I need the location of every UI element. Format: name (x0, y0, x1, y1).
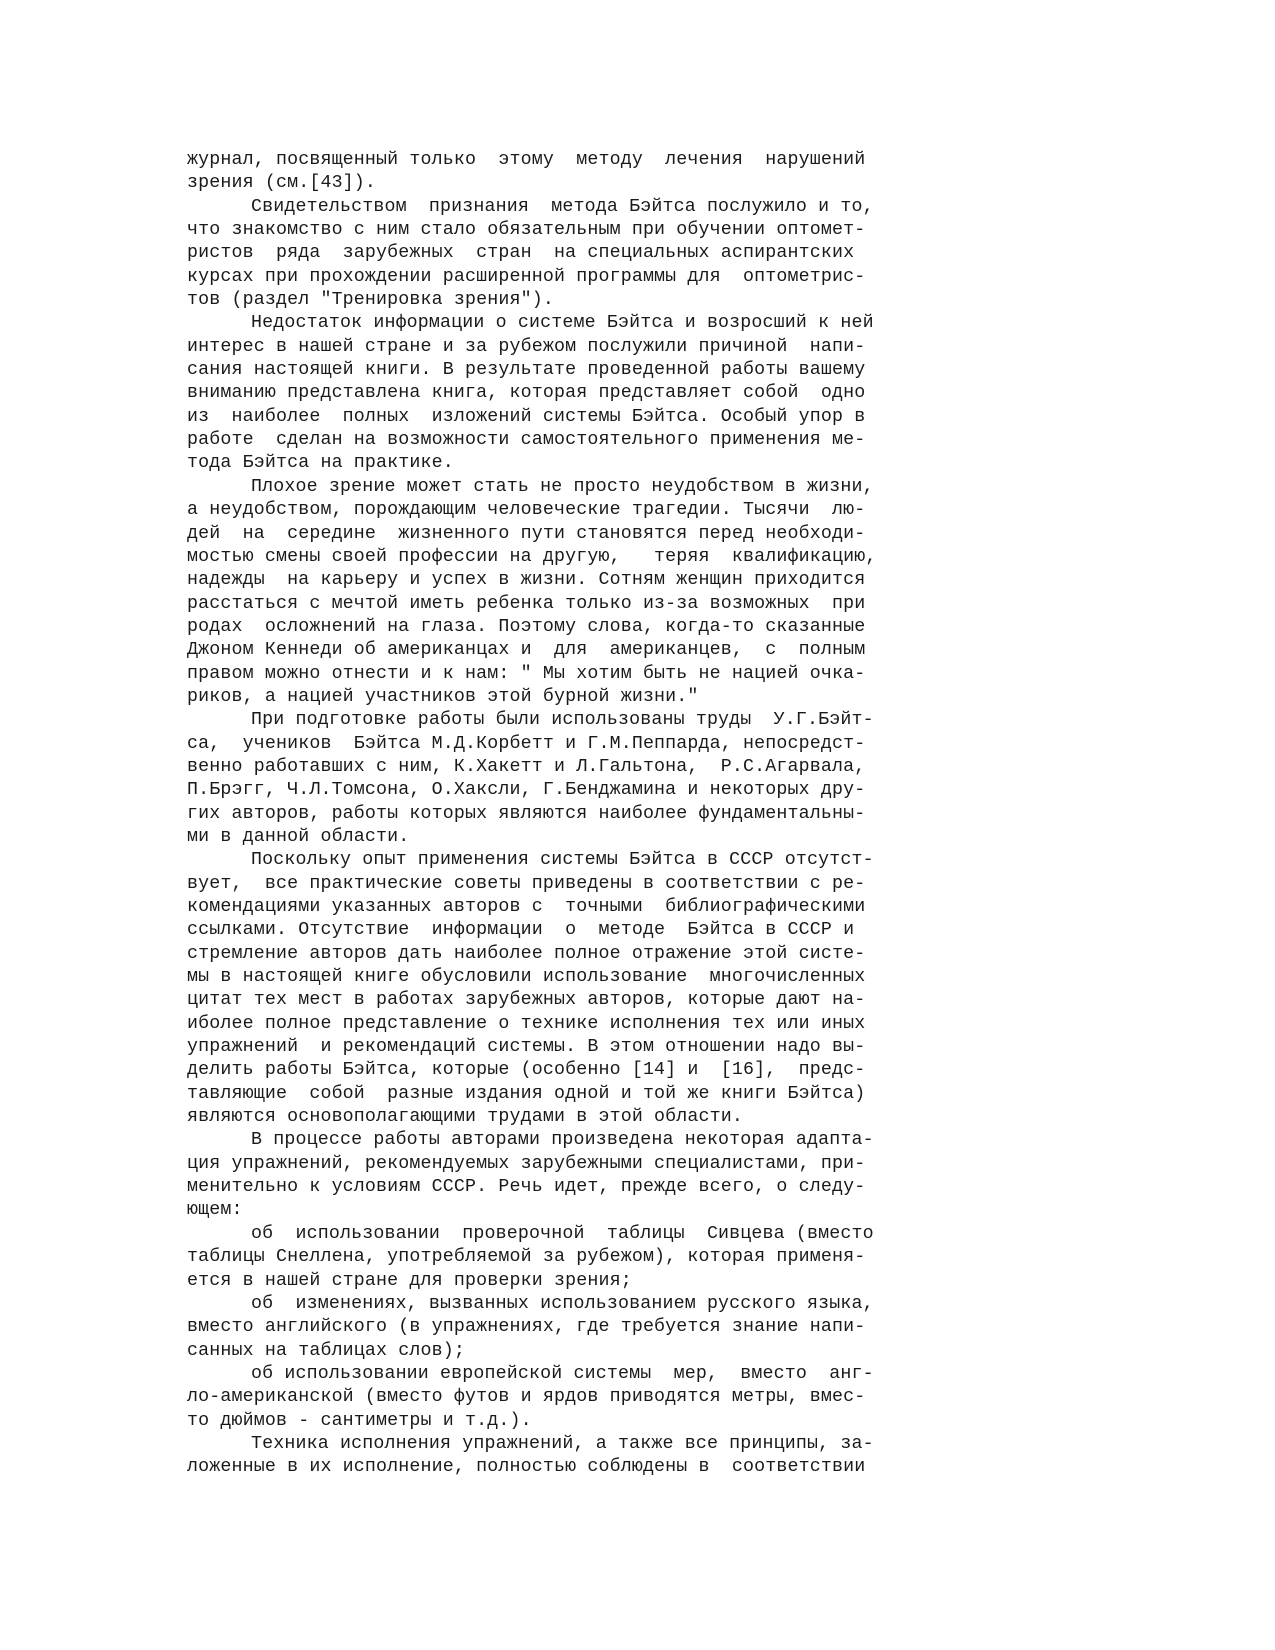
paragraph-first-line: Свидетельством признания метода Бэйтса послужило и то, (251, 196, 874, 217)
text-line: таблицы Снеллена, употребляемой за рубежом), которая применя- (187, 1247, 866, 1268)
text-line: вует, все практические советы приведены в соответствии с ре- (187, 873, 866, 894)
text-line: упражнений и рекомендаций системы. В этом отношении надо вы- (187, 1037, 866, 1058)
text-line: ристов ряда зарубежных стран на специальных аспирантских (187, 243, 855, 264)
text-line: делить работы Бэйтса, которые (особенно [14] и [16], предс- (187, 1060, 866, 1081)
paragraph-first-line: Поскольку опыт применения системы Бэйтса в СССР отсутст- (251, 850, 874, 871)
text-line: мостью смены своей профессии на другую, теряя квалификацию, (187, 546, 877, 567)
paragraph-first-line: При подготовке работы были использованы труды У.Г.Бэйт- (251, 710, 874, 731)
text-line: интерес в нашей стране и за рубежом послужили причиной напи- (187, 336, 866, 357)
paragraph-first-line: об использовании проверочной таблицы Сивцева (вместо (251, 1223, 874, 1244)
text-line: ссылками. Отсутствие информации о методе Бэйтса в СССР и (187, 920, 855, 941)
text-line: зрения (см.[43]). (187, 173, 377, 194)
text-line: ющем: (187, 1200, 243, 1221)
text-line: надежды на карьеру и успех в жизни. Сотням женщин приходится (187, 570, 866, 591)
text-line: тов (раздел "Тренировка зрения"). (187, 290, 554, 311)
text-line: ми в данной области. (187, 826, 410, 847)
text-line: являются основополагающими трудами в этой области. (187, 1107, 744, 1128)
text-line: П.Брэгг, Ч.Л.Томсона, О.Хаксли, Г.Бенджамина и некоторых дру- (187, 780, 866, 801)
text-line: ло-американской (вместо футов и ярдов приводятся метры, вмес- (187, 1387, 866, 1408)
text-line: а неудобством, порождающим человеческие трагедии. Тысячи лю- (187, 500, 866, 521)
text-line: ется в нашей стране для проверки зрения; (187, 1270, 632, 1291)
text-line: Джоном Кеннеди об американцах и для американцев, с полным (187, 640, 866, 661)
paragraph-first-line: об использовании европейской системы мер, вместо анг- (251, 1363, 874, 1384)
text-line: стремление авторов дать наиболее полное отражение этой систе- (187, 943, 866, 964)
text-line: менительно к условиям СССР. Речь идет, прежде всего, о следу- (187, 1177, 866, 1198)
paragraph-first-line: В процессе работы авторами произведена некоторая адапта- (251, 1130, 874, 1151)
text-line: журнал, посвященный только этому методу лечения нарушений (187, 150, 866, 170)
text-line: вместо английского (в упражнениях, где требуется знание напи- (187, 1317, 866, 1338)
text-line: риков, а нацией участников этой бурной жизни." (187, 686, 699, 707)
text-line: мы в настоящей книге обусловили использование многочисленных (187, 967, 866, 988)
text-line: тавляющие собой разные издания одной и той же книги Бэйтса) (187, 1083, 866, 1104)
paragraph-first-line: Недостаток информации о системе Бэйтса и возросший к ней (251, 313, 874, 334)
document-page (187, 149, 947, 1480)
paragraph-first-line: Плохое зрение может стать не просто неудобством в жизни, (251, 476, 874, 497)
text-line: иболее полное представление о технике исполнения тех или иных (187, 1013, 866, 1034)
text-line: тода Бэйтса на практике. (187, 453, 454, 474)
text-line: из наиболее полных изложений системы Бэйтса. Особый упор в (187, 406, 866, 427)
text-line: курсах при прохождении расширенной программы для оптометрис- (187, 266, 866, 287)
text-line: сания настоящей книги. В результате проведенной работы вашему (187, 360, 866, 381)
text-line: родах осложнений на глаза. Поэтому слова, когда-то сказанные (187, 616, 866, 637)
text-line: расстаться с мечтой иметь ребенка только из-за возможных при (187, 593, 866, 614)
text-line: работе сделан на возможности самостоятельного применения ме- (187, 430, 866, 451)
text-line: са, учеников Бэйтса М.Д.Корбетт и Г.М.Пеппарда, непосредст- (187, 733, 866, 754)
paragraph-first-line: об изменениях, вызванных использованием русского языка, (251, 1293, 874, 1314)
text-line: санных на таблицах слов); (187, 1340, 466, 1361)
text-line: венно работавших с ним, К.Хакетт и Л.Гальтона, Р.С.Агарвала, (187, 756, 866, 777)
text-line: правом можно отнести и к нам: " Мы хотим быть не нацией очка- (187, 663, 866, 684)
text-line: что знакомство с ним стало обязательным при обучении оптомет- (187, 220, 866, 241)
text-line: ложенные в их исполнение, полностью соблюдены в соответствии (187, 1457, 866, 1478)
text-line: ция упражнений, рекомендуемых зарубежными специалистами, при- (187, 1153, 866, 1174)
paragraph-first-line: Техника исполнения упражнений, а также все принципы, за- (251, 1433, 874, 1454)
text-line: цитат тех мест в работах зарубежных авторов, которые дают на- (187, 990, 866, 1011)
text-line: вниманию представлена книга, которая представляет собой одно (187, 383, 866, 404)
text-line: гих авторов, работы которых являются наиболее фундаментальны- (187, 803, 866, 824)
text-line: дей на середине жизненного пути становятся перед необходи- (187, 523, 866, 544)
text-line: то дюймов - сантиметры и т.д.). (187, 1410, 532, 1431)
text-line: комендациями указанных авторов с точными библиографическими (187, 897, 866, 917)
